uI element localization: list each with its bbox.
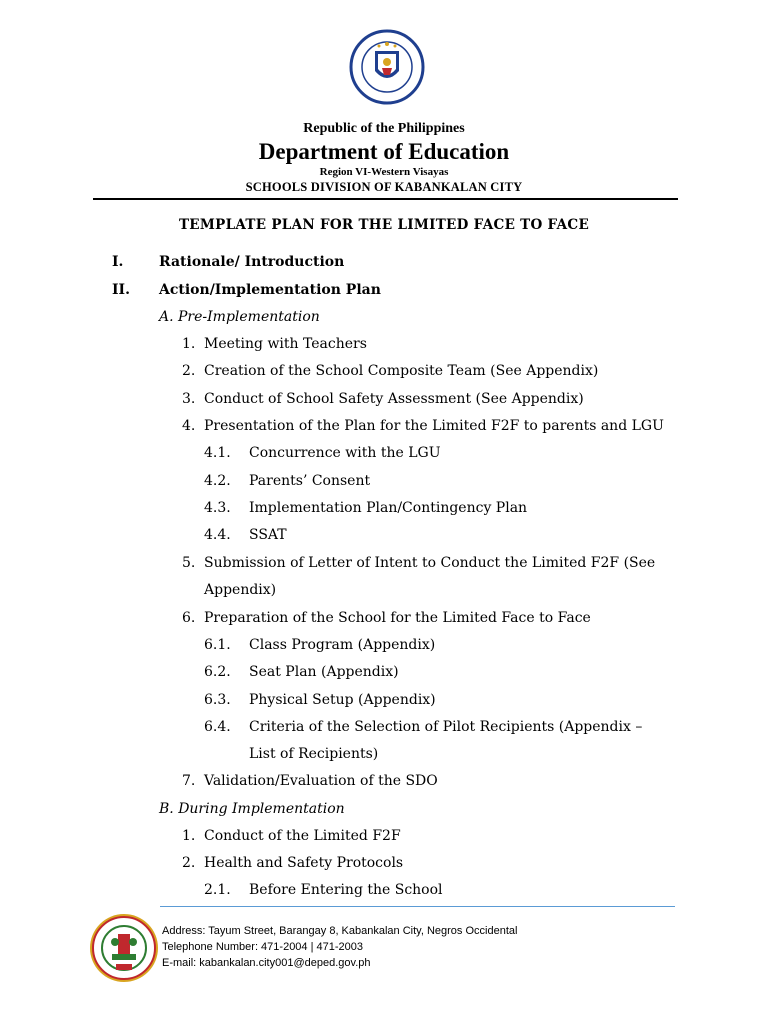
list-item: SSAT	[249, 527, 287, 543]
footer-divider	[160, 906, 675, 907]
list-number: 2.	[182, 855, 196, 871]
list-number: 2.	[182, 363, 196, 379]
header-divider	[93, 198, 678, 200]
list-number: 4.4.	[204, 527, 231, 543]
department-heading: Department of Education	[258, 139, 510, 164]
deped-seal	[349, 29, 425, 105]
section-heading: Rationale/ Introduction	[159, 254, 345, 270]
region-heading: Region VI-Western Visayas	[319, 166, 449, 178]
list-item: Creation of the School Composite Team (See Appendix)	[204, 363, 599, 379]
document-title: TEMPLATE PLAN FOR THE LIMITED FACE TO FACE	[178, 217, 590, 233]
list-number: 4.1.	[204, 445, 231, 461]
list-item: Meeting with Teachers	[204, 336, 367, 352]
list-number: 5.	[182, 555, 196, 571]
footer-address: Address: Tayum Street, Barangay 8, Kabankalan City, Negros Occidental	[162, 925, 518, 937]
list-item-continuation: List of Recipients)	[249, 746, 379, 762]
list-item: Physical Setup (Appendix)	[249, 692, 436, 708]
republic-heading: Republic of the Philippines	[303, 121, 465, 136]
list-item: Class Program (Appendix)	[249, 637, 436, 653]
division-heading: SCHOOLS DIVISION OF KABANKALAN CITY	[245, 180, 523, 194]
list-number: 6.1.	[204, 637, 231, 653]
list-item: Presentation of the Plan for the Limited F2F to parents and LGU	[204, 418, 664, 434]
list-item-continuation: Appendix)	[204, 582, 277, 598]
list-item: Submission of Letter of Intent to Conduct the Limited F2F (See	[204, 555, 656, 571]
footer-email: E-mail: kabankalan.city001@deped.gov.ph	[162, 957, 371, 969]
list-number: 1.	[182, 336, 196, 352]
list-number: 4.3.	[204, 500, 231, 516]
list-number: 2.1.	[204, 882, 231, 898]
list-number: 1.	[182, 828, 196, 844]
list-number: 3.	[182, 391, 196, 407]
list-number: 6.2.	[204, 664, 231, 680]
list-item: Preparation of the School for the Limited Face to Face	[204, 610, 591, 626]
list-item: Implementation Plan/Contingency Plan	[249, 500, 528, 516]
list-number: 7.	[182, 773, 196, 789]
list-item: Parents’ Consent	[249, 473, 371, 489]
list-number: 6.3.	[204, 692, 231, 708]
list-item: Health and Safety Protocols	[204, 855, 404, 871]
subsection-heading: B. During Implementation	[159, 801, 345, 817]
list-item: Criteria of the Selection of Pilot Recipients (Appendix –	[249, 719, 643, 735]
list-number: 6.	[182, 610, 196, 626]
list-number: 4.2.	[204, 473, 231, 489]
list-number: 6.4.	[204, 719, 231, 735]
list-item: Before Entering the School	[249, 882, 443, 898]
list-item: Validation/Evaluation of the SDO	[204, 773, 438, 789]
subsection-heading: A. Pre-Implementation	[159, 309, 320, 325]
list-item: Conduct of the Limited F2F	[204, 828, 401, 844]
section-number: I.	[112, 254, 124, 270]
footer-telephone: Telephone Number: 471-2004 | 471-2003	[162, 941, 364, 953]
list-number: 4.	[182, 418, 196, 434]
list-item: Conduct of School Safety Assessment (See Appendix)	[204, 391, 584, 407]
division-seal	[88, 912, 160, 984]
list-item: Seat Plan (Appendix)	[249, 664, 399, 680]
section-number: II.	[112, 282, 130, 298]
list-item: Concurrence with the LGU	[249, 445, 441, 461]
section-heading: Action/Implementation Plan	[159, 282, 381, 298]
